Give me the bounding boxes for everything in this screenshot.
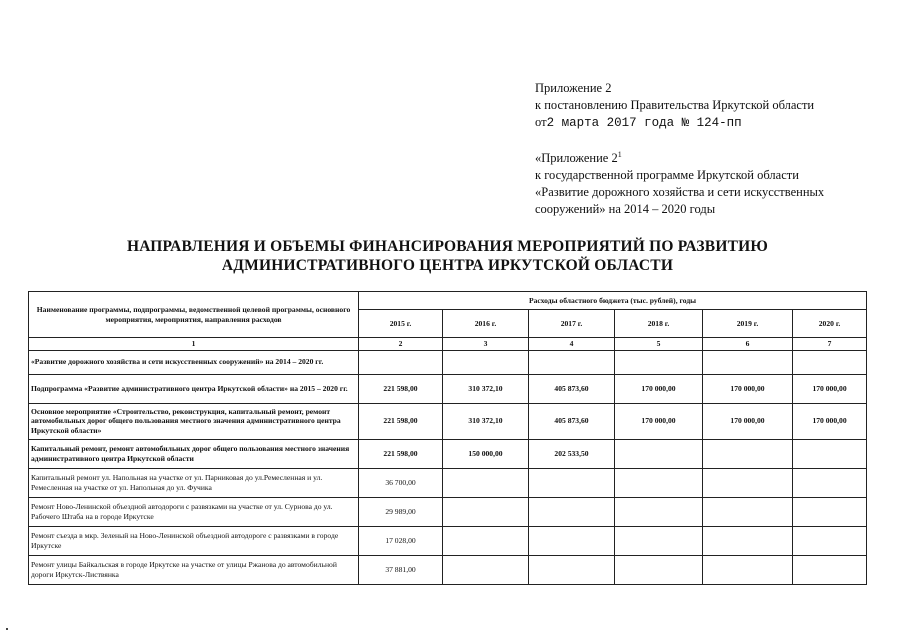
table-row: [29, 374, 867, 403]
year-header: 2019 г.: [703, 310, 793, 338]
column-number: 6: [703, 338, 793, 351]
row-name: Капитальный ремонт, ремонт автомобильных дорог общего пользования местного значения административного центра Иркутской области: [29, 439, 359, 468]
appendix-date-value: 2 марта 2017 года № 124-пп: [546, 116, 742, 130]
row-value: [529, 350, 615, 374]
row-value: [443, 350, 529, 374]
row-value: 170 000,00: [615, 403, 703, 439]
row-value: 170 000,00: [793, 403, 867, 439]
appendix2-superscript: 1: [617, 149, 622, 159]
year-header: 2020 г.: [793, 310, 867, 338]
row-value: 405 873,60: [529, 403, 615, 439]
table-row: [29, 403, 867, 439]
year-header: 2016 г.: [443, 310, 529, 338]
column-number: 1: [29, 338, 359, 351]
row-value: 310 372,10: [443, 374, 529, 403]
appendix-date-prefix: от: [535, 115, 547, 129]
row-value: 202 533,50: [529, 439, 615, 468]
appendix-header: [535, 80, 814, 132]
row-value: [443, 526, 529, 555]
row-value: 170 000,00: [703, 403, 793, 439]
row-value: 29 989,00: [359, 497, 443, 526]
year-header: 2017 г.: [529, 310, 615, 338]
row-value: [615, 526, 703, 555]
row-value: [529, 497, 615, 526]
row-value: [703, 526, 793, 555]
row-value: 405 873,60: [529, 374, 615, 403]
table-row: [29, 350, 867, 374]
row-value: [793, 439, 867, 468]
appendix2-line1-text: «Приложение 2: [535, 151, 618, 165]
row-value: 37 881,00: [359, 555, 443, 584]
row-value: [443, 555, 529, 584]
budget-header: Расходы областного бюджета (тыс. рублей), годы: [359, 292, 867, 310]
row-value: [529, 468, 615, 497]
row-value: [793, 555, 867, 584]
year-header: 2018 г.: [615, 310, 703, 338]
appendix2-header: [535, 150, 824, 218]
appendix2-line1: [535, 150, 824, 167]
row-value: 170 000,00: [793, 374, 867, 403]
row-value: [703, 497, 793, 526]
row-value: [703, 555, 793, 584]
table-row: [29, 497, 867, 526]
row-value: [615, 497, 703, 526]
row-value: [529, 555, 615, 584]
row-value: 150 000,00: [443, 439, 529, 468]
table-row: [29, 555, 867, 584]
row-value: [359, 350, 443, 374]
row-name: Ремонт улицы Байкальская в городе Иркутске на участке от улицы Ржанова до автомобильной дороги Иркутск-Листвянка: [29, 555, 359, 584]
row-value: [793, 468, 867, 497]
row-name: «Развитие дорожного хозяйства и сети искусственных сооружений» на 2014 – 2020 гг.: [29, 350, 359, 374]
title-line1: НАПРАВЛЕНИЯ И ОБЪЕМЫ ФИНАНСИРОВАНИЯ МЕРОПРИЯТИЙ ПО РАЗВИТИЮ: [126, 238, 769, 255]
row-value: [793, 350, 867, 374]
financing-table: [28, 291, 867, 585]
appendix2-line3: «Развитие дорожного хозяйства и сети искусственных: [535, 185, 825, 199]
column-number: 5: [615, 338, 703, 351]
row-value: [443, 497, 529, 526]
table-row: [29, 468, 867, 497]
row-value: 221 598,00: [359, 439, 443, 468]
name-column-header: Наименование программы, подпрограммы, ведомственной целевой программы, основного мероприятия, мероприятия, направления расходов: [29, 292, 359, 338]
row-value: 170 000,00: [703, 374, 793, 403]
row-value: [615, 468, 703, 497]
column-number: 2: [359, 338, 443, 351]
row-value: [443, 468, 529, 497]
row-value: [703, 468, 793, 497]
row-name: Ремонт съезда в мкр. Зеленый на Ново-Ленинской объездной автодороге с развязками в городе Иркутске: [29, 526, 359, 555]
row-value: [615, 350, 703, 374]
appendix2-line2: к государственной программе Иркутской области: [535, 168, 799, 182]
row-value: 310 372,10: [443, 403, 529, 439]
title-line2: АДМИНИСТРАТИВНОГО ЦЕНТРА ИРКУТСКОЙ ОБЛАСТИ: [221, 257, 674, 274]
table-row: [29, 526, 867, 555]
table-row: [29, 439, 867, 468]
scan-speck: [6, 628, 8, 630]
year-header: 2015 г.: [359, 310, 443, 338]
row-value: [529, 526, 615, 555]
row-value: [793, 497, 867, 526]
row-value: 17 028,00: [359, 526, 443, 555]
row-value: 221 598,00: [359, 374, 443, 403]
row-value: [703, 350, 793, 374]
row-name: Подпрограмма «Развитие административного центра Иркутской области» на 2015 – 2020 гг.: [29, 374, 359, 403]
column-number: 3: [443, 338, 529, 351]
appendix2-line4: сооружений» на 2014 – 2020 годы: [535, 202, 716, 216]
row-value: 36 700,00: [359, 468, 443, 497]
appendix-line1: Приложение 2: [535, 81, 612, 95]
column-number: 7: [793, 338, 867, 351]
appendix-line2: к постановлению Правительства Иркутской области: [535, 98, 815, 112]
column-number: 4: [529, 338, 615, 351]
appendix-line3: [535, 114, 814, 132]
row-value: 170 000,00: [615, 374, 703, 403]
row-value: [615, 555, 703, 584]
row-value: [615, 439, 703, 468]
row-name: Ремонт Ново-Ленинской объездной автодороги с развязками на участке от ул. Сурнова до ул. Рабочего Штаба на в городе Иркутске: [29, 497, 359, 526]
row-name: Капитальный ремонт ул. Напольная на участке от ул. Парниковая до ул.Ремесленная и ул. Ремесленная на участке от ул. Напольная до ул. Фучика: [29, 468, 359, 497]
row-value: [703, 439, 793, 468]
row-name: Основное мероприятие «Строительство, реконструкция, капитальный ремонт, ремонт автомобильных дорог общего пользования местного значения административного центра Иркутской области»: [29, 403, 359, 439]
row-value: [793, 526, 867, 555]
document-title: [0, 237, 905, 275]
row-value: 221 598,00: [359, 403, 443, 439]
